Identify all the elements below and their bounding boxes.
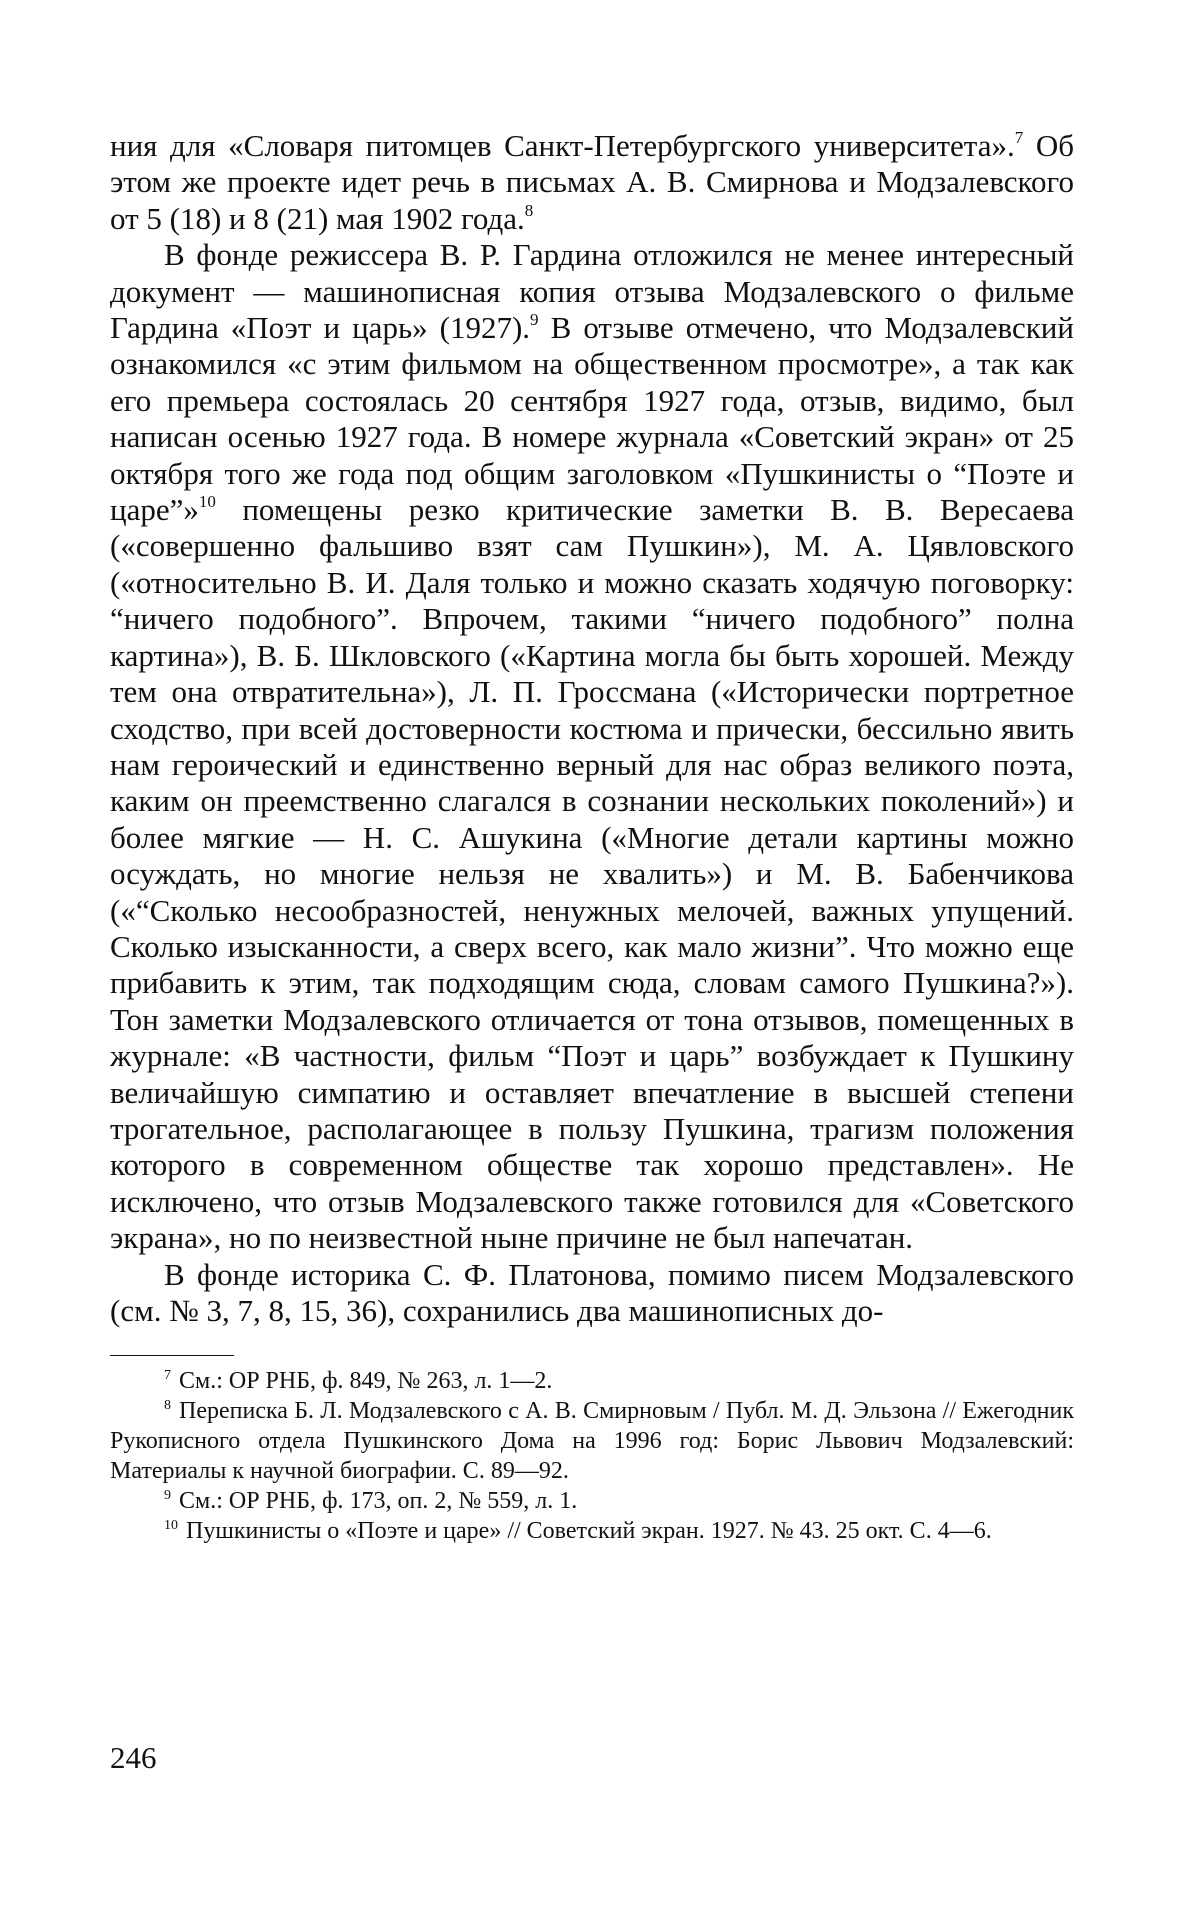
footnote-number: 7: [164, 1368, 171, 1384]
book-page: [110, 128, 1074, 1546]
footnotes: [110, 1366, 1074, 1546]
footnote-text: См.: ОР РНБ, ф. 849, № 263, л. 1—2.: [179, 1368, 553, 1395]
footnote-text: Переписка Б. Л. Модзалевского с А. В. Смирновым / Публ. М. Д. Эльзона // Ежегодник Рукописного отдела Пушкинского Дома на 1996 год: Борис Львович Модзалевский: Материалы к научной биографии. С. 89—92.: [110, 1398, 1074, 1485]
paragraph-1-text-a: ния для «Словаря питомцев Санкт-Петербургского университета».: [110, 128, 1015, 163]
footnote-number: 9: [164, 1488, 171, 1504]
page-number: 246: [110, 1740, 157, 1775]
footnote-ref-9[interactable]: 9: [530, 310, 539, 330]
paragraph-1-text-b: Об этом же проекте идет речь в письмах А. В. Смирнова и Модзалевского от 5 (18) и 8 (21) мая 1902 года.: [110, 128, 1074, 236]
footnote-8: [110, 1396, 1074, 1486]
footnote-9: [110, 1486, 1074, 1516]
paragraph-2-text-c: помещены резко критические заметки В. В. Вересаева («совершенно фальшиво взят сам Пушкин»), М. А. Цявловского («относительно В. И. Даля только и можно сказать ходячую поговорку: “ничего подобного”. Впрочем, такими “ничего подобного” полна картина»), В. Б. Шкловского («Картина могла бы быть хорошей. Между тем она отвратительна»), Л. П. Гроссмана («Исторически портретное сходство, при всей достоверности костюма и прически, бессильно явить нам героический и единственно верный для нас образ великого поэта, каким он преемственно слагался в сознании нескольких поколений») и более мягкие — Н. С. Ашукина («Многие детали картины можно осуждать, но многие нельзя не хвалить») и М. В. Бабенчикова («“Сколько несообразностей, ненужных мелочей, важных упущений. Сколько изысканности, а сверх всего, как мало жизни”. Что можно еще прибавить к этим, так подходящим сюда, словам самого Пушкина?»). Тон заметки Модзалевского отличается от тона отзывов, помещенных в журнале: «В частности, фильм “Поэт и царь” возбуждает к Пушкину величайшую симпатию и оставляет впечатление в высшей степени трогательное, располагающее в пользу Пушкина, трагизм положения которого в современном обществе так хорошо представлен». Не исключено, что отзыв Модзалевского также готовился для «Советского экрана», но по неизвестной ныне причине не был напечатан.: [110, 492, 1074, 1256]
footnote-ref-7[interactable]: 7: [1014, 128, 1024, 147]
footnote-text: См.: ОР РНБ, ф. 173, оп. 2, № 559, л. 1.: [179, 1488, 578, 1515]
footnote-number: 8: [164, 1398, 171, 1414]
footnote-ref-10[interactable]: 10: [198, 492, 216, 512]
footnote-10: [110, 1516, 1074, 1546]
footnote-divider: [110, 1355, 234, 1356]
paragraph-3: В фонде историка С. Ф. Платонова, помимо писем Модзалевского (см. № 3, 7, 8, 15, 36), сохранились два машинописных до-: [110, 1256, 1074, 1328]
paragraph-1: [110, 128, 1074, 237]
footnote-text: Пушкинисты о «Поэте и царе» // Советский экран. 1927. № 43. 25 окт. С. 4—6.: [186, 1518, 992, 1545]
footnote-ref-8[interactable]: 8: [524, 200, 534, 220]
paragraph-2-text-a: В фонде режиссера В. Р. Гардина отложился не менее интересный документ — машинописная копия отзыва Модзалевского о фильме Гардина «Поэт и царь» (1927).: [110, 237, 1074, 346]
footnote-number: 10: [164, 1518, 178, 1534]
main-text: [110, 128, 1074, 1329]
paragraph-2: [110, 237, 1074, 1256]
paragraph-2-text-b: В отзыве отмечено, что Модзалевский ознакомился «с этим фильмом на общественном просмотре», а так как его премьера состоялась 20 сентября 1927 года, отзыв, видимо, был написан осенью 1927 года. В номере журнала «Советский экран» от 25 октября того же года под общим заголовком «Пушкинисты о “Поэте и царе”»: [110, 310, 1074, 528]
footnote-7: [110, 1366, 1074, 1396]
